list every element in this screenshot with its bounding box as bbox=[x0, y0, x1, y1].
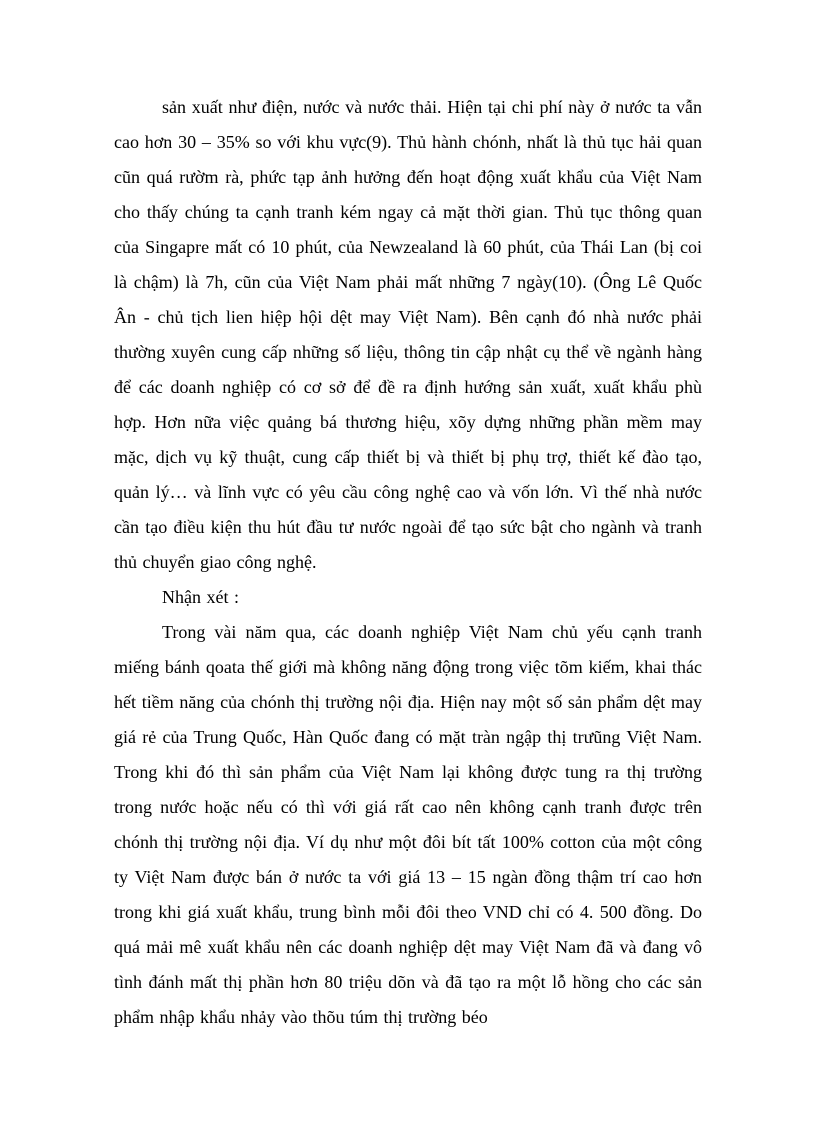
paragraph-heading-nhan-xet: Nhận xét : bbox=[162, 587, 239, 607]
paragraph-body-continued: sản xuất như điện, nước và nước thải. Hiện tại chi phí này ở nước ta vẫn cao hơn 30 – 35% so với khu vực(9). Thủ hành chónh, nhất là thủ tục hải quan cũn quá rườm rà, phức tạp ảnh hưởng đến hoạt động xuất khẩu của Việt Nam cho thấy chúng ta cạnh tranh kém ngay cả mặt thời gian. Thủ tục thông quan của Singapre mất có 10 phút, của Newzealand là 60 phút, của Thái Lan (bị coi là chậm) là 7h, cũn của Việt Nam phải mất những 7 ngày(10). (Ông Lê Quốc Ân - chủ tịch lien hiệp hội dệt may Việt Nam). Bên cạnh đó nhà nước phải thường xuyên cung cấp những số liệu, thông tin cập nhật cụ thể về ngành hàng để các doanh nghiệp có cơ sở để đề ra định hướng sản xuất, xuất khẩu phù hợp. Hơn nữa việc quảng bá thương hiệu, xõy dựng những phần mềm may mặc, dịch vụ kỹ thuật, cung cấp thiết bị và thiết bị phụ trợ, thiết kế đào tạo, quản lý… và lĩnh vực có yêu cầu công nghệ cao và vốn lớn. Vì thế nhà nước cần tạo điều kiện thu hút đầu tư nước ngoài để tạo sức bật cho ngành và tranh thủ chuyển giao công nghệ. bbox=[114, 97, 702, 572]
paragraph-body: Trong vài năm qua, các doanh nghiệp Việt Nam chủ yếu cạnh tranh miếng bánh qoata thế giới mà không năng động trong việc tõm kiếm, khai thác hết tiềm năng của chónh thị trường nội địa. Hiện nay một số sản phẩm dệt may giá rẻ của Trung Quốc, Hàn Quốc đang có mặt tràn ngập thị trưũng Việt Nam. Trong khi đó thì sản phẩm của Việt Nam lại không được tung ra thị trường trong nước hoặc nếu có thì với giá rất cao nên không cạnh tranh được trên chónh thị trường nội địa. Ví dụ như một đôi bít tất 100% cotton của một công ty Việt Nam được bán ở nước ta với giá 13 – 15 ngàn đồng thậm trí cao hơn trong khi giá xuất khẩu, trung bình mỗi đôi theo VND chỉ có 4. 500 đồng. Do quá mải mê xuất khẩu nên các doanh nghiệp dệt may Việt Nam đã và đang vô tình đánh mất thị phần hơn 80 triệu dõn và đã tạo ra một lỗ hồng cho các sản phẩm nhập khẩu nhảy vào thõu túm thị trường béo bbox=[114, 622, 702, 1027]
